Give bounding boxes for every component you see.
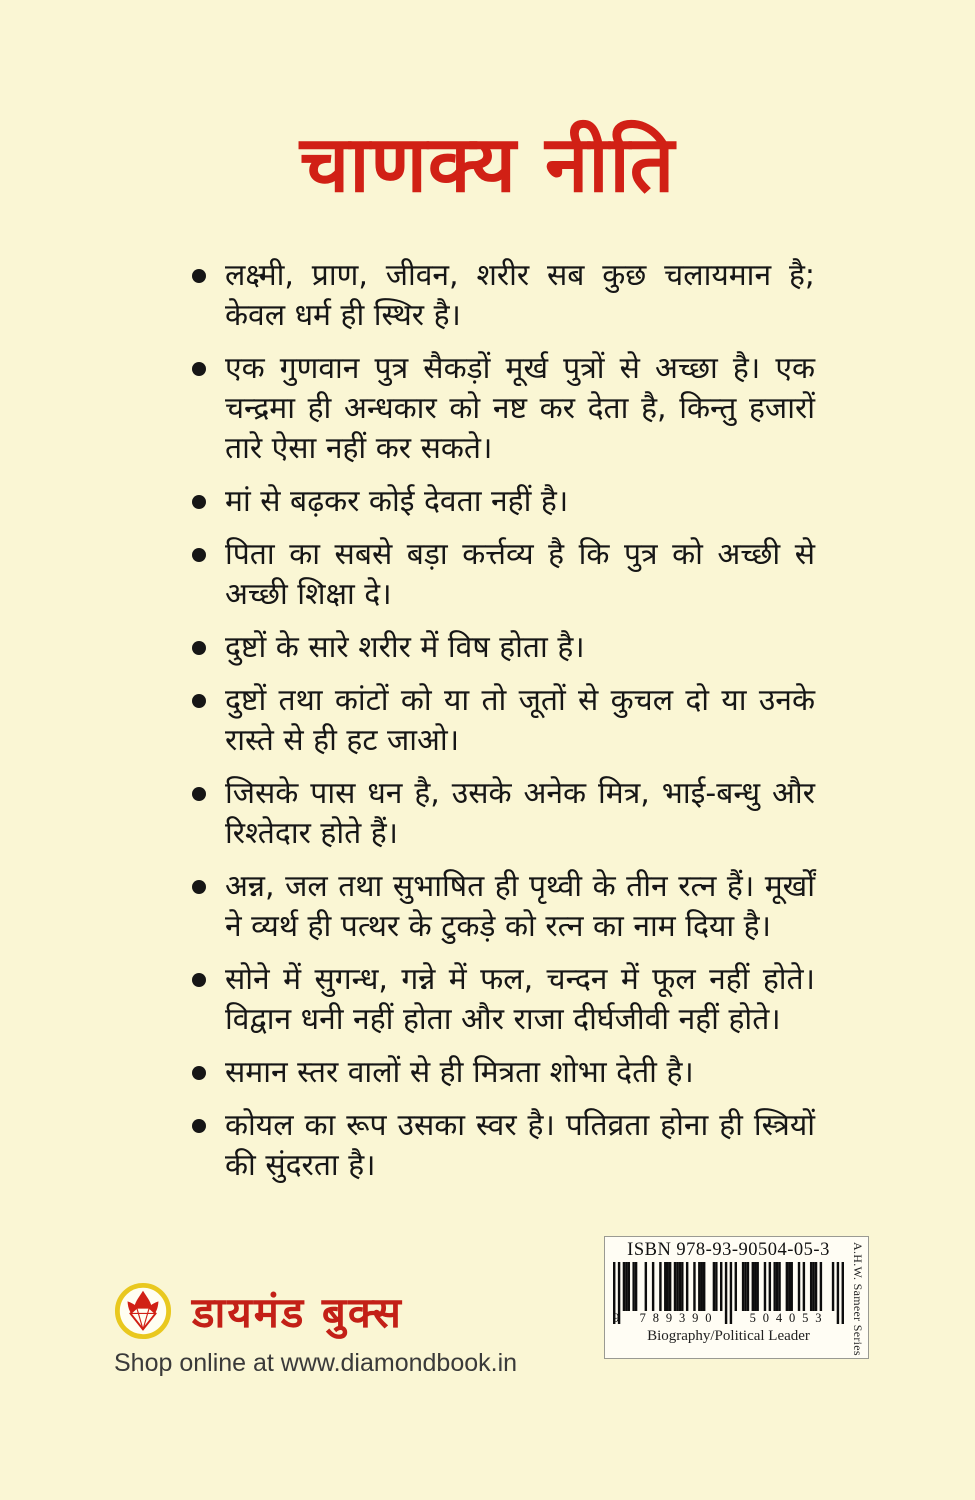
quote-text: समान स्तर वालों से ही मित्रता शोभा देती है। xyxy=(225,1055,694,1090)
bullet-dot-icon xyxy=(192,880,206,894)
quote-item xyxy=(191,628,815,668)
quote-text: दुष्टों के सारे शरीर में विष होता है। xyxy=(225,630,585,665)
quote-item xyxy=(191,1106,815,1186)
barcode-digits-left-group: 789390 xyxy=(639,1311,719,1325)
barcode-digits xyxy=(613,1312,844,1325)
bullet-dot-icon xyxy=(192,269,206,283)
quote-text: पिता का सबसे बड़ा कर्त्तव्य है कि पुत्र को अच्छी से अच्छी शिक्षा दे। xyxy=(225,537,815,612)
diamond-lotus-logo-icon xyxy=(114,1282,172,1340)
quote-text: सोने में सुगन्ध, गन्ने में फल, चन्दन में फूल नहीं होते। विद्वान धनी नहीं होता और राजा दीर्घजीवी नहीं होते। xyxy=(225,962,815,1037)
quote-text: जिसके पास धन है, उसके अनेक मित्र, भाई-बन्धु और रिश्तेदार होते हैं। xyxy=(225,776,815,851)
bullet-dot-icon xyxy=(192,787,206,801)
quote-item xyxy=(191,256,815,336)
quote-item xyxy=(191,867,815,947)
category-label: Biography/Political Leader xyxy=(647,1328,810,1344)
shop-online-url: Shop online at www.diamondbook.in xyxy=(114,1349,518,1377)
quote-text: अन्न, जल तथा सुभाषित ही पृथ्वी के तीन रत्न हैं। मूर्खों ने व्यर्थ ही पत्थर के टुकड़े को रत्न का नाम दिया है। xyxy=(225,869,815,944)
quote-item xyxy=(191,535,815,615)
quote-item xyxy=(191,681,815,761)
publisher-row xyxy=(114,1282,403,1340)
bullet-dot-icon xyxy=(192,548,206,562)
barcode-bars xyxy=(613,1262,844,1324)
barcode-digit-leading: 9 xyxy=(613,1311,620,1325)
quote-item xyxy=(191,1053,815,1093)
isbn-label: ISBN 978-93-90504-05-3 xyxy=(627,1240,830,1260)
quote-text: एक गुणवान पुत्र सैकड़ों मूर्ख पुत्रों से अच्छा है। एक चन्द्रमा ही अन्धकार को नष्ट कर देता है, किन्तु हजारों तारे ऐसा नहीं कर सकते। xyxy=(225,351,815,466)
book-title: चाणक्य नीति xyxy=(299,120,676,210)
bullet-dot-icon xyxy=(192,495,206,509)
quote-text: मां से बढ़कर कोई देवता नहीं है। xyxy=(225,484,569,519)
bullet-dot-icon xyxy=(192,1066,206,1080)
bullet-dot-icon xyxy=(192,641,206,655)
bullet-dot-icon xyxy=(192,973,206,987)
quote-text: कोयल का रूप उसका स्वर है। पतिव्रता होना ही स्त्रियों की सुंदरता है। xyxy=(225,1108,815,1183)
quote-item xyxy=(191,482,815,522)
quote-text: लक्ष्मी, प्राण, जीवन, शरीर सब कुछ चलायमान है; केवल धर्म ही स्थिर है। xyxy=(225,258,815,333)
quote-text: दुष्टों तथा कांटों को या तो जूतों से कुचल दो या उनके रास्ते से ही हट जाओ। xyxy=(225,683,815,758)
quote-item xyxy=(191,349,815,469)
quotes-list xyxy=(191,256,815,1199)
barcode-digits-right-group: 504053 xyxy=(749,1311,829,1325)
barcode-panel xyxy=(604,1236,869,1359)
bullet-dot-icon xyxy=(192,694,206,708)
quote-item xyxy=(191,960,815,1040)
publisher-name: डायमंड बुक्स xyxy=(192,1287,403,1337)
bullet-dot-icon xyxy=(192,1119,206,1133)
series-label-vertical: A.H.W. Sameer Series xyxy=(851,1242,865,1356)
quote-item xyxy=(191,774,815,854)
bullet-dot-icon xyxy=(192,362,206,376)
